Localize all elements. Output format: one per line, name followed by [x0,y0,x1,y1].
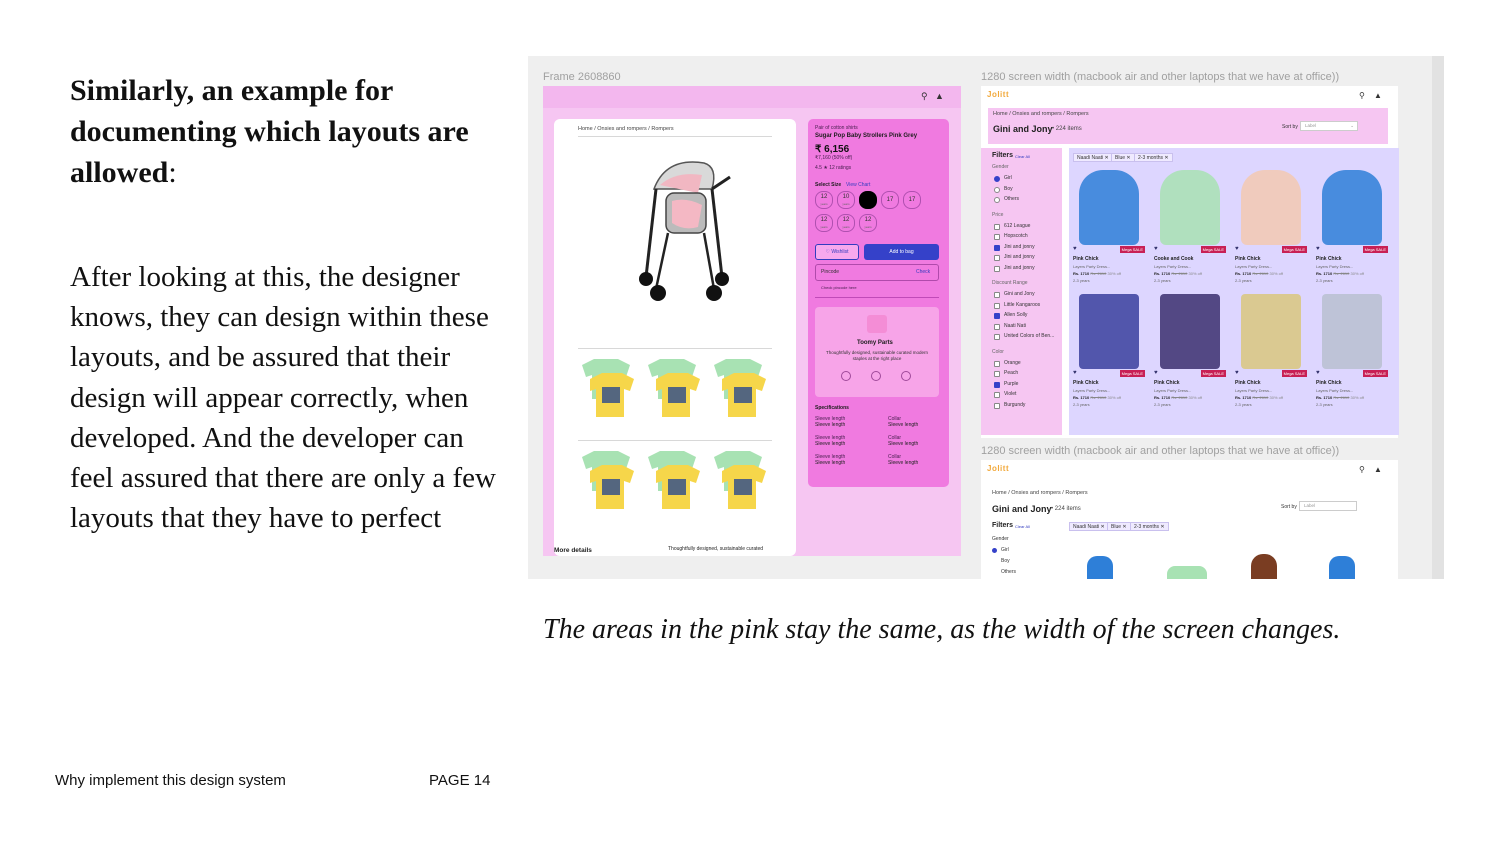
product-age: 2-3 years [1073,278,1090,283]
spec-label: Sleeve length [815,454,846,460]
filter-option[interactable]: Violet [1004,391,1017,397]
spec-label: Collar [888,416,902,422]
listing-page-frame-bottom [981,460,1398,579]
tshirt-image[interactable] [644,357,700,419]
spec-value: Sleeve length [888,422,919,428]
size-option-selected[interactable] [859,191,877,209]
filter-group-title: Price [992,211,1004,218]
filter-option[interactable]: Gini and Jony [1004,291,1035,297]
product-grid [1069,148,1399,435]
listing-page-frame [981,86,1398,438]
filter-group-title: Gender [992,536,1009,542]
size-option[interactable]: 10 years [837,191,855,209]
sale-badge: Mega SALE [1364,247,1386,252]
filter-checkbox[interactable] [994,303,1000,309]
filter-checkbox[interactable] [994,403,1000,409]
product-card[interactable] [1071,290,1147,414]
listing-title: Gini and Jony [993,124,1053,134]
filter-option[interactable]: Orange [1004,359,1021,366]
product-price: Rs. 1710 Rs. 2610 30% off [1154,271,1202,276]
frame-label: Frame 2608860 [543,71,621,83]
chevron-down-icon: ⌄ [1350,123,1354,128]
sort-label: Sort by [1282,124,1298,130]
clear-all-link[interactable]: Clear All [1015,524,1030,529]
brand-logo [867,315,887,333]
check-pincode-note: Check pincode here [821,285,857,290]
product-subtitle: Layers Party Dress... [1154,388,1192,393]
product-price: Rs. 1710 Rs. 2610 30% off [1316,271,1364,276]
filter-option[interactable]: Jini and jonny [1004,243,1035,250]
filter-checkbox[interactable] [994,334,1000,340]
filter-chip[interactable]: 2-3 months ✕ [1134,153,1173,162]
filter-option[interactable]: Allen Solly [1004,312,1028,318]
product-age: 2-3 years [1235,278,1252,283]
filter-checkbox[interactable] [994,255,1000,261]
radio-button[interactable] [994,197,1000,203]
product-image[interactable] [1322,170,1382,245]
wishlist-button[interactable]: ♡ Wishlist [815,244,859,260]
filter-option[interactable]: United Colors of Ben... [1004,333,1055,339]
filter-chip[interactable]: Blue ✕ [1111,153,1135,162]
item-count: • 224 items [1052,126,1082,132]
filter-checkbox[interactable] [994,224,1000,230]
product-image[interactable] [1329,556,1355,579]
size-option[interactable]: 12 years [837,214,855,232]
product-name: Pink Chick [1154,380,1180,386]
spec-value: Sleeve length [815,460,846,466]
product-subtitle: Layers Party Dress... [1073,388,1111,393]
product-name: Pink Chick [1316,380,1342,386]
product-card[interactable] [1152,166,1228,290]
filter-chip[interactable]: Blue ✕ [1107,522,1131,531]
filter-option[interactable]: Girl [1001,547,1009,553]
product-image[interactable] [1087,556,1113,579]
divider [578,348,772,349]
heart-icon[interactable]: ♥ [1316,246,1320,252]
product-price: Rs. 1710 Rs. 2610 30% off [1154,395,1202,400]
product-subtitle: Layers Party Dress... [1235,388,1273,393]
product-age: 2-3 years [1154,278,1171,283]
brand-logo[interactable]: Jolitt [987,464,1010,473]
size-option[interactable]: 17 [903,191,921,209]
bag-icon[interactable]: ▲ [1374,91,1382,100]
tshirt-image[interactable] [578,357,634,419]
more-details-note: Thoughtfully designed, sustainable curated [668,546,764,552]
stroller-image[interactable] [626,149,736,309]
product-card[interactable] [1233,166,1309,290]
heart-icon[interactable]: ♥ [1235,370,1239,376]
product-price: Rs. 1710 Rs. 2610 30% off [1073,395,1121,400]
pincode-input[interactable] [815,264,939,281]
filter-option[interactable]: 612 League [1004,222,1031,229]
product-name: Pink Chick [1235,256,1261,262]
design-screenshot [528,56,1444,579]
product-card[interactable] [1152,290,1228,414]
top-bar [981,86,1398,106]
heart-icon[interactable]: ♥ [1073,370,1077,376]
view-chart-link[interactable]: View Chart [846,182,871,188]
item-count: • 224 items [1051,506,1081,512]
filter-option[interactable]: Naati Nati [1004,322,1026,329]
filter-checkbox[interactable] [994,266,1000,272]
sale-badge: Mega SALE [1202,247,1224,252]
filter-option[interactable]: Jini and jonny [1004,254,1035,260]
filter-chip[interactable]: Naadi Naati ✕ [1069,522,1109,531]
filter-option[interactable]: Purple [1004,380,1019,387]
filter-option[interactable]: Girl [1004,175,1012,181]
select-size-label: Select Size [815,182,842,188]
bag-icon[interactable]: ▲ [1374,465,1382,474]
product-image[interactable] [1079,294,1139,369]
tshirt-image[interactable] [710,357,766,419]
product-price: Rs. 1710 Rs. 2610 30% off [1316,395,1364,400]
spec-value: Sleeve length [888,460,919,466]
product-image[interactable] [1251,554,1277,579]
filters-title: Filters [992,522,1014,529]
brand-tagline: Thoughtfully designed, sustainable curated modern staples at the right place [825,350,929,361]
brand-logo[interactable]: Jolitt [987,90,1010,99]
sort-dropdown[interactable]: Label [1299,501,1357,511]
heart-icon[interactable]: ♥ [1154,370,1158,376]
product-card[interactable] [1233,290,1309,414]
brand-card [815,307,939,397]
filter-checkbox[interactable] [994,382,1000,388]
tshirt-image[interactable] [710,449,766,511]
spec-value: Sleeve length [888,441,919,447]
width-label-bottom: 1280 screen width (macbook air and other laptops that we have at office)) [981,445,1340,457]
product-age: 2-3 years [1073,402,1090,407]
filter-option[interactable]: Boy [1004,185,1013,192]
spec-value: Sleeve length [815,422,846,428]
slide-heading [70,70,510,193]
sale-badge: Mega SALE [1364,371,1386,376]
tshirt-image[interactable] [578,449,634,511]
size-option[interactable]: 12 years [859,214,877,232]
sale-badge: Mega SALE [1121,247,1143,252]
product-name: Cooke and Cook [1154,256,1194,262]
filters-title: Filters [992,152,1014,159]
brand-name: Toomy Parts [857,340,893,346]
filter-group-title: Color [992,348,1004,355]
product-name: Pink Chick [1235,380,1261,386]
heading-text: Similarly, an example for documenting which layouts are allowed [70,74,469,189]
size-option[interactable]: 17 [881,191,899,209]
radio-button[interactable] [994,187,1000,193]
product-card[interactable] [1071,166,1147,290]
product-info-panel [808,119,949,487]
divider [578,136,772,137]
product-price: Rs. 1710 Rs. 2610 30% off [1235,271,1283,276]
product-image[interactable] [1241,170,1301,245]
product-subtitle: Layers Party Dress... [1316,264,1354,269]
filter-checkbox[interactable] [994,234,1000,240]
filter-checkbox[interactable] [994,392,1000,398]
filter-group-title: Discount Range [992,280,1028,286]
sort-dropdown[interactable]: Label ⌄ [1300,121,1358,131]
sale-badge: Mega SALE [1202,371,1224,376]
sale-badge: Mega SALE [1283,247,1305,252]
filter-option[interactable]: Burgundy [1004,401,1026,408]
add-to-bag-button[interactable]: Add to bag [864,244,939,260]
spec-label: Collar [888,454,902,460]
sale-badge: Mega SALE [1121,371,1143,376]
product-card[interactable] [1314,290,1390,414]
size-option[interactable]: 12 years [815,214,833,232]
filter-option[interactable]: Hopscotch [1004,233,1028,239]
filter-group-title: Gender [992,164,1009,170]
search-icon[interactable]: ⚲ [1359,91,1365,100]
quality-icon [841,371,851,381]
heart-icon[interactable]: ♥ [1235,246,1239,252]
product-mrp: ₹7,160 (50% off) [815,155,853,161]
filter-option[interactable]: Others [1004,196,1020,202]
product-gallery [554,119,796,556]
product-image[interactable] [1160,294,1220,369]
spec-value: Sleeve length [815,441,846,447]
filter-chip[interactable]: Naadi Naati ✕ [1073,153,1113,162]
product-image[interactable] [1079,170,1139,245]
bag-icon[interactable]: ▲ [935,91,944,101]
heart-icon[interactable]: ♥ [1154,246,1158,252]
product-image[interactable] [1241,294,1301,369]
divider [815,297,939,298]
sale-badge: Mega SALE [1283,371,1305,376]
search-icon[interactable]: ⚲ [921,91,928,101]
product-subtitle: Layers Party Dress... [1235,264,1273,269]
size-option[interactable]: 12 years [815,191,833,209]
spec-label: Collar [888,435,902,441]
product-age: 2-3 years [1154,402,1171,407]
clear-all-link[interactable]: Clear All [1015,154,1030,159]
filter-option[interactable]: Boy [1001,558,1010,564]
product-image[interactable] [1167,566,1207,579]
product-age: 2-3 years [1235,402,1252,407]
pack-note: Pair of cotton shirts [815,125,858,131]
specifications-heading: Specifications [815,405,849,411]
product-price: Rs. 1710 Rs. 2610 30% off [1073,271,1121,276]
delivery-icon [871,371,881,381]
product-subtitle: Layers Party Dress... [1316,388,1354,393]
pincode-placeholder: Pincode [821,269,840,275]
product-card[interactable] [1314,166,1390,290]
breadcrumb[interactable]: Home / Onsies and rompers / Rompers [993,111,1089,117]
slide-body: After looking at this, the designer knows, they can design within these layouts, and be assured that their design will appear correctly, when developed. And the developer can feel assured that there are only a few layouts that they have to perfect [70,261,496,535]
product-price: Rs. 1710 Rs. 2610 30% off [1235,395,1283,400]
tshirt-image[interactable] [644,449,700,511]
product-subtitle: Layers Party Dress... [1154,264,1192,269]
filter-sidebar [981,148,1062,435]
radio-button[interactable] [994,176,1000,182]
heading-colon: : [168,156,177,189]
breadcrumb[interactable]: Home / Onsies and rompers / Rompers [992,490,1088,496]
product-age: 2-3 years [1316,278,1333,283]
heart-icon[interactable]: ♥ [1316,370,1320,376]
product-name: Pink Chick [1316,256,1342,262]
breadcrumb[interactable]: Home / Onsies and rompers / Rompers [578,126,674,132]
filter-checkbox[interactable] [994,324,1000,330]
spec-label: Sleeve length [815,416,846,422]
listing-header [988,108,1388,144]
page-number: PAGE 14 [429,772,491,789]
footer-title: Why implement this design system [55,772,286,789]
scrollbar[interactable] [1432,56,1444,579]
filter-checkbox[interactable] [994,371,1000,377]
top-bar [543,86,961,108]
divider [578,440,772,441]
product-rating: 4.5 ★ 12 ratings [815,165,852,171]
heart-icon[interactable]: ♥ [1073,246,1077,252]
product-name: Sugar Pop Baby Strollers Pink Grey [815,133,918,139]
filter-option[interactable]: Little Kangaroos [1004,301,1041,308]
product-price: ₹ 6,156 [815,144,850,155]
product-image[interactable] [1160,170,1220,245]
product-subtitle: Layers Party Dress... [1073,264,1111,269]
width-label-top: 1280 screen width (macbook air and other laptops that we have at office)) [981,71,1340,83]
screenshot-caption: The areas in the pink stay the same, as the width of the screen changes. [543,614,1341,645]
product-image[interactable] [1322,294,1382,369]
product-name: Pink Chick [1073,380,1099,386]
listing-title: Gini and Jony [992,504,1052,514]
filter-option[interactable]: Jini and jonny [1004,264,1035,271]
filter-checkbox[interactable] [994,313,1000,319]
product-page-frame [543,86,961,556]
spec-label: Sleeve length [815,435,846,441]
filter-option[interactable]: Others [1001,569,1017,575]
check-pincode-button[interactable]: Check [916,269,931,275]
product-age: 2-3 years [1316,402,1333,407]
filter-checkbox[interactable] [994,361,1000,367]
product-name: Pink Chick [1073,256,1099,262]
radio-selected[interactable] [992,548,997,553]
filter-checkbox[interactable] [994,245,1000,251]
filter-checkbox[interactable] [994,292,1000,298]
sort-label: Sort by [1281,504,1297,510]
filter-option[interactable]: Peach [1004,370,1019,376]
more-details-heading: More details [554,547,592,554]
return-icon [901,371,911,381]
search-icon[interactable]: ⚲ [1359,465,1365,474]
filter-chip[interactable]: 2-3 months ✕ [1130,522,1169,531]
